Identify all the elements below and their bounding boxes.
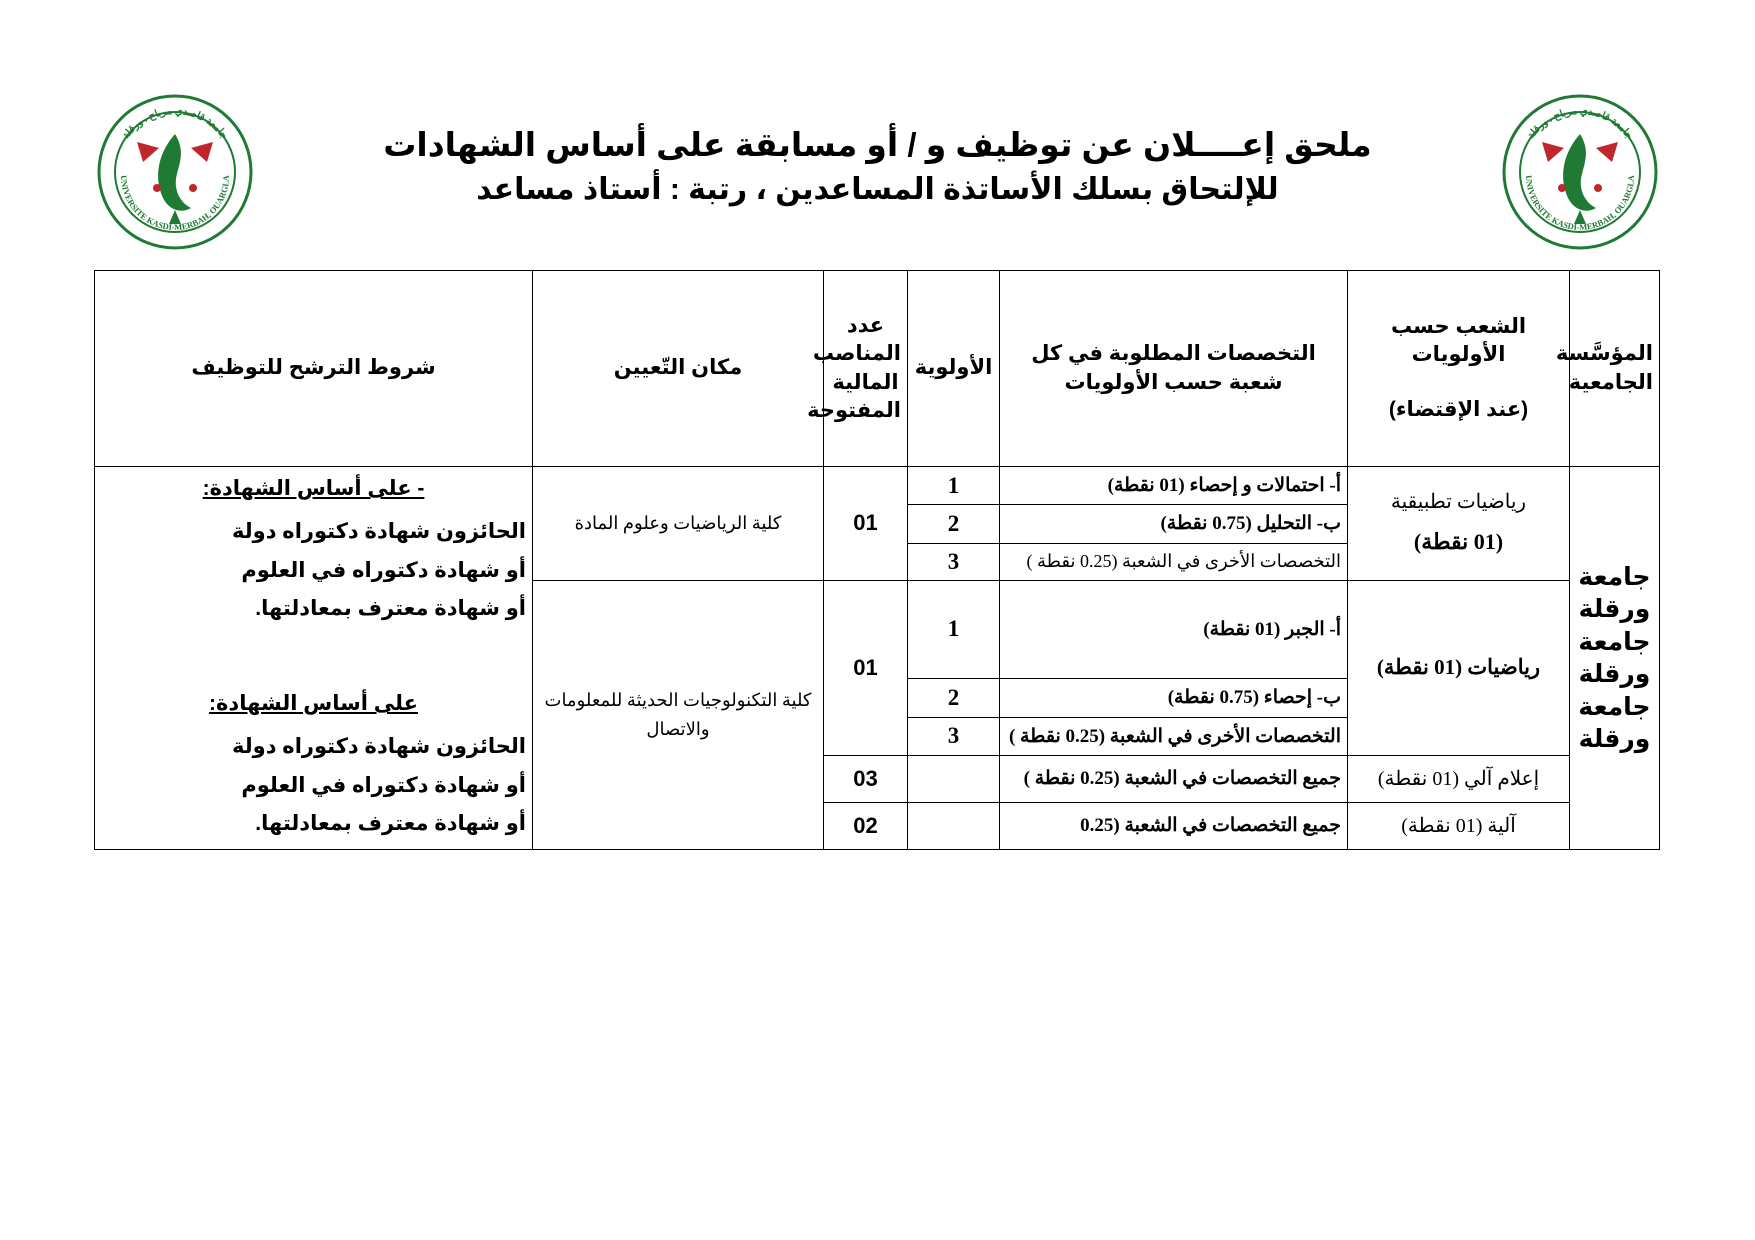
cell-speciality: أ- الجبر (01 نقطة) (1000, 580, 1348, 678)
cell-branch (1348, 803, 1570, 850)
document-header (0, 0, 1755, 270)
svg-text:جامعة قاصدي مرباح . ورقلة: جامعة قاصدي مرباح . ورقلة (120, 105, 230, 142)
institution-label: جامعة ورقلة (1578, 562, 1651, 623)
recruitment-table-container (0, 270, 1755, 850)
institution-label: جامعة ورقلة (1578, 627, 1651, 688)
header-institution: المؤسَّسة الجامعية (1570, 271, 1660, 467)
university-seal-right (95, 92, 255, 252)
cell-posts: 01 (824, 580, 908, 755)
cell-branch (1348, 756, 1570, 803)
cell-speciality: جميع التخصصات في الشعبة (0.25 (1000, 803, 1348, 850)
header-specialities: التخصصات المطلوبة في كل شعبة حسب الأولويات (1000, 271, 1348, 467)
header-posts: عدد المناصب المالية المفتوحة (824, 271, 908, 467)
condition-line: أو شهادة معترف بمعادلتها. (255, 812, 526, 836)
condition-group (101, 686, 526, 843)
table-header-row (95, 271, 1660, 467)
svg-text:جامعة قاصدي مرباح . ورقلة: جامعة قاصدي مرباح . ورقلة (1525, 105, 1635, 142)
header-branches (1348, 271, 1570, 467)
cell-priority: 1 (908, 467, 1000, 505)
condition-line: الحائزون شهادة دكتوراه دولة (232, 734, 526, 758)
cell-priority: 1 (908, 580, 1000, 678)
cell-posts: 02 (824, 803, 908, 850)
condition-title: - على أساس الشهادة: (202, 477, 425, 500)
university-seal-left (1500, 92, 1660, 252)
condition-line: أو شهادة معترف بمعادلتها. (255, 597, 526, 621)
condition-group (101, 471, 526, 628)
condition-line: أو شهادة دكتوراه في العلوم (241, 558, 526, 582)
header-branches-main: الشعب حسب الأولويات (1390, 314, 1527, 367)
cell-speciality: التخصصات الأخرى في الشعبة (0.25 نقطة ) (1000, 543, 1348, 580)
document-title (255, 92, 1500, 211)
header-place: مكان التّعيين (533, 271, 824, 467)
branch-name: رياضيات (01 نقطة) (1376, 654, 1541, 679)
recruitment-table (94, 270, 1660, 850)
branch-name: آلية (01 نقطة) (1401, 815, 1516, 837)
cell-speciality: التخصصات الأخرى في الشعبة (0.25 نقطة ) (1000, 717, 1348, 755)
svg-text:UNIVERSITE KASDI-MERBAH, OUARG: UNIVERSITE KASDI-MERBAH, OUARGLA (1523, 174, 1637, 233)
cell-speciality: أ- احتمالات و إحصاء (01 نقطة) (1000, 467, 1348, 505)
cell-speciality: ب- التحليل (0.75 نقطة) (1000, 505, 1348, 543)
cell-priority (908, 803, 1000, 850)
cell-institution (1570, 467, 1660, 850)
cell-priority: 3 (908, 543, 1000, 580)
condition-body (101, 514, 526, 628)
header-branches-sub: (عند الإقتضاء) (1388, 397, 1529, 421)
cell-branch (1348, 580, 1570, 755)
cell-speciality: جميع التخصصات في الشعبة (0.25 نقطة ) (1000, 756, 1348, 803)
cell-priority: 2 (908, 679, 1000, 717)
branch-name: إعلام آلي (01 نقطة) (1377, 768, 1540, 790)
condition-body (101, 729, 526, 843)
branch-points: (01 نقطة) (1413, 529, 1504, 555)
title-line-2: للإلتحاق بسلك الأساتذة المساعدين ، رتبة : أستاذ مساعد (476, 172, 1279, 206)
header-priority: الأولوية (908, 271, 1000, 467)
branch-name: رياضيات تطبيقية (1390, 491, 1527, 514)
institution-label: جامعة ورقلة (1578, 692, 1651, 753)
cell-conditions (95, 467, 533, 850)
cell-branch (1348, 467, 1570, 581)
condition-title: على أساس الشهادة: (209, 692, 418, 715)
cell-posts: 03 (824, 756, 908, 803)
cell-priority: 2 (908, 505, 1000, 543)
condition-line: أو شهادة دكتوراه في العلوم (241, 773, 526, 797)
cell-priority: 3 (908, 717, 1000, 755)
table-body (95, 467, 1660, 850)
cell-posts: 01 (824, 467, 908, 581)
cell-priority (908, 756, 1000, 803)
condition-line: الحائزون شهادة دكتوراه دولة (232, 519, 526, 543)
svg-text:UNIVERSITE KASDI-MERBAH, OUARG: UNIVERSITE KASDI-MERBAH, OUARGLA (118, 174, 232, 233)
table-row (95, 467, 1660, 505)
header-conditions: شروط الترشح للتوظيف (95, 271, 533, 467)
cell-place: كلية الرياضيات وعلوم المادة (533, 467, 824, 581)
title-line-1: ملحق إعــــلان عن توظيف و / أو مسابقة على أساس الشهادات (383, 126, 1372, 163)
cell-place: كلية التكنولوجيات الحديثة للمعلومات والاتصال (533, 580, 824, 849)
cell-speciality: ب- إحصاء (0.75 نقطة) (1000, 679, 1348, 717)
